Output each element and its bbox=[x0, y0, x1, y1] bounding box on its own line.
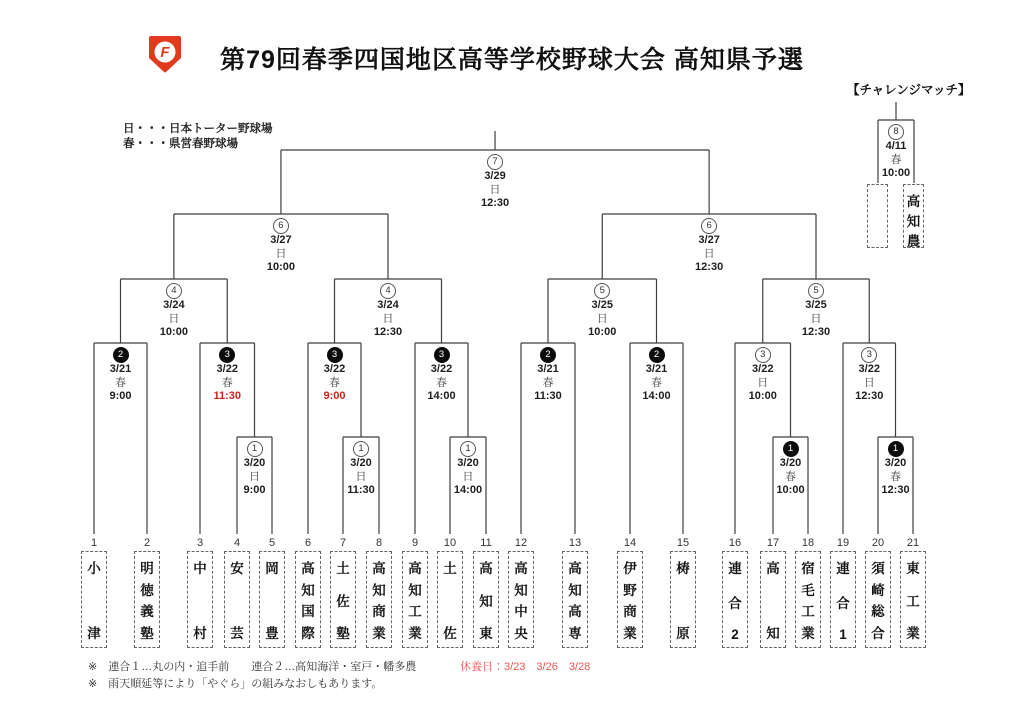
page-title: 第79回春季四国地区高等学校野球大会 高知県予選 bbox=[220, 46, 804, 74]
venue-legend-line1: 日・・・日本トーター野球場 bbox=[123, 123, 273, 135]
team-name-char: 合 bbox=[728, 596, 742, 611]
team-name-char: 原 bbox=[676, 626, 690, 641]
team-seed-20: 20 bbox=[871, 537, 885, 549]
team-seed-11: 11 bbox=[480, 537, 492, 549]
team-seed-19: 19 bbox=[836, 537, 850, 549]
match-venue: 日 bbox=[168, 312, 180, 325]
team-seed-16: 16 bbox=[728, 537, 742, 549]
team-box-16 bbox=[722, 551, 748, 648]
match-time: 9:00 bbox=[109, 390, 132, 402]
team-box-14 bbox=[617, 551, 643, 648]
match-venue: 春 bbox=[436, 376, 447, 389]
match-number-badge: 1 bbox=[247, 441, 263, 457]
match-label-m8 bbox=[303, 347, 367, 404]
match-number-badge: 3 bbox=[434, 347, 450, 363]
team-box-13 bbox=[562, 551, 588, 648]
match-time: 11:30 bbox=[347, 484, 375, 496]
team-seed-15: 15 bbox=[676, 537, 690, 549]
team-box-5 bbox=[259, 551, 285, 648]
team-name-char: 崎 bbox=[871, 582, 885, 598]
team-box-19 bbox=[830, 551, 856, 648]
team-name-char: 専 bbox=[568, 625, 582, 641]
team-name-char: 明 bbox=[140, 561, 154, 576]
match-date: 3/22 bbox=[858, 363, 880, 375]
team-box-challenge-2 bbox=[903, 184, 924, 248]
team-name-char: 高 bbox=[568, 561, 582, 576]
team-name-char: 合 bbox=[836, 596, 850, 611]
team-name-char: 知 bbox=[514, 582, 528, 598]
match-number-badge: 2 bbox=[540, 347, 556, 363]
venue-legend bbox=[123, 122, 273, 152]
match-number-badge: 5 bbox=[808, 283, 824, 299]
match-time: 12:30 bbox=[480, 197, 510, 209]
team-name-char: 塾 bbox=[140, 625, 154, 641]
team-name-char: 業 bbox=[408, 625, 422, 641]
match-time: 12:30 bbox=[881, 484, 910, 496]
match-date: 3/25 bbox=[591, 299, 613, 311]
team-name-char: 連 bbox=[728, 561, 742, 576]
team-name-char: 業 bbox=[623, 625, 637, 641]
team-name-char: 農 bbox=[906, 234, 921, 249]
venue-legend-line2: 春・・・県営春野球場 bbox=[123, 138, 238, 150]
team-name-char: 知 bbox=[906, 214, 921, 229]
team-seed-6: 6 bbox=[304, 537, 312, 549]
match-time: 12:30 bbox=[695, 261, 724, 273]
match-date: 4/11 bbox=[885, 140, 907, 152]
match-venue: 日 bbox=[275, 247, 287, 260]
match-venue: 日 bbox=[596, 312, 608, 325]
team-box-1 bbox=[81, 551, 107, 648]
match-number-badge: 8 bbox=[888, 124, 904, 140]
match-label-m11 bbox=[625, 347, 689, 404]
match-time: 14:00 bbox=[427, 390, 456, 402]
match-label-m6 bbox=[89, 347, 153, 404]
team-seed-9: 9 bbox=[411, 537, 419, 549]
match-venue: 日 bbox=[462, 470, 474, 483]
team-name-char: 業 bbox=[906, 626, 920, 641]
match-venue: 春 bbox=[329, 376, 340, 389]
team-box-12 bbox=[508, 551, 534, 648]
team-name-char: 高 bbox=[514, 561, 528, 576]
match-label-m15 bbox=[356, 283, 420, 340]
team-name-char: 知 bbox=[372, 582, 386, 598]
match-venue: 日 bbox=[382, 312, 394, 325]
team-name-char: 佐 bbox=[336, 593, 350, 609]
footnote-rain-postponement: ※ 雨天順延等により「やぐら」の組みなおしもあります。 bbox=[88, 678, 383, 690]
match-number-badge: 2 bbox=[649, 347, 665, 363]
team-name-char: 徳 bbox=[140, 582, 154, 598]
match-number-badge: 6 bbox=[701, 218, 717, 234]
match-label-m14 bbox=[142, 283, 206, 340]
match-venue: 春 bbox=[890, 470, 901, 483]
team-name-char: 合 bbox=[871, 625, 885, 641]
match-time: 9:00 bbox=[243, 484, 266, 496]
team-seed-17: 17 bbox=[766, 537, 780, 549]
team-name-char: 高 bbox=[766, 561, 780, 576]
team-seed-10: 10 bbox=[443, 537, 457, 549]
team-box-4 bbox=[224, 551, 250, 648]
team-seed-13: 13 bbox=[568, 537, 582, 549]
team-name-char: 毛 bbox=[801, 582, 815, 598]
team-seed-7: 7 bbox=[339, 537, 347, 549]
team-box-2 bbox=[134, 551, 160, 648]
match-label-m10 bbox=[516, 347, 580, 404]
match-label-m2 bbox=[329, 441, 393, 498]
team-name-char: 小 bbox=[87, 561, 101, 576]
match-venue: 日 bbox=[703, 247, 715, 260]
match-date: 3/20 bbox=[457, 457, 479, 469]
match-time: 12:30 bbox=[801, 326, 831, 338]
team-name-char: 野 bbox=[623, 582, 637, 598]
match-label-m12 bbox=[731, 347, 795, 404]
match-label-challenge bbox=[864, 124, 928, 181]
match-time: 14:00 bbox=[642, 390, 671, 402]
match-label-m1 bbox=[223, 441, 287, 498]
team-name-char: 商 bbox=[372, 604, 386, 620]
match-venue: 日 bbox=[489, 183, 501, 196]
match-time: 11:30 bbox=[534, 390, 562, 402]
team-name-char: 知 bbox=[301, 582, 315, 598]
match-date: 3/22 bbox=[216, 363, 238, 375]
team-seed-5: 5 bbox=[268, 537, 276, 549]
match-venue: 日 bbox=[863, 376, 875, 389]
match-time: 9:00 bbox=[323, 390, 346, 402]
match-venue: 日 bbox=[810, 312, 822, 325]
match-venue: 春 bbox=[890, 153, 902, 166]
match-date: 3/24 bbox=[377, 299, 399, 311]
match-venue: 日 bbox=[355, 470, 367, 483]
match-time: 12:30 bbox=[855, 390, 884, 402]
team-name-char: 工 bbox=[801, 604, 815, 620]
match-number-badge: 7 bbox=[487, 154, 503, 170]
match-date: 3/27 bbox=[698, 234, 720, 246]
match-label-m18 bbox=[249, 218, 313, 275]
match-date: 3/20 bbox=[350, 457, 372, 469]
team-box-7 bbox=[330, 551, 356, 648]
team-name-char: 際 bbox=[301, 625, 315, 641]
team-seed-1: 1 bbox=[90, 537, 98, 549]
team-name-char: 1 bbox=[839, 627, 847, 642]
match-date: 3/22 bbox=[323, 363, 346, 375]
team-name-char: 塾 bbox=[336, 626, 350, 641]
match-time: 10:00 bbox=[159, 326, 188, 338]
team-name-char: 土 bbox=[443, 561, 457, 576]
match-label-m9 bbox=[410, 347, 474, 404]
team-name-char: 高 bbox=[906, 194, 921, 209]
team-name-char: 津 bbox=[87, 626, 101, 641]
match-date: 3/29 bbox=[484, 170, 506, 182]
team-name-char: 知 bbox=[568, 582, 582, 598]
match-venue: 春 bbox=[542, 376, 554, 389]
team-name-char: 土 bbox=[336, 561, 350, 576]
team-box-challenge-1 bbox=[867, 184, 888, 248]
team-name-char: 中 bbox=[514, 604, 528, 620]
rest-days-note: 休養日：3/23 3/26 3/28 bbox=[460, 661, 591, 673]
match-venue: 春 bbox=[785, 470, 796, 483]
team-name-char: 知 bbox=[479, 593, 493, 609]
team-seed-21: 21 bbox=[906, 537, 920, 549]
match-date: 3/22 bbox=[430, 363, 453, 375]
team-name-char: 東 bbox=[479, 626, 493, 641]
match-number-badge: 4 bbox=[166, 283, 182, 299]
match-date: 3/21 bbox=[537, 363, 559, 375]
match-time: 14:00 bbox=[453, 484, 483, 496]
team-box-8 bbox=[366, 551, 392, 648]
match-label-m20 bbox=[463, 154, 527, 211]
match-label-m13 bbox=[837, 347, 901, 404]
team-name-char: 村 bbox=[193, 626, 207, 641]
challenge-match-heading: 【チャレンジマッチ】 bbox=[847, 83, 971, 97]
team-seed-3: 3 bbox=[196, 537, 204, 549]
match-label-m16 bbox=[570, 283, 634, 340]
team-name-char: 知 bbox=[766, 626, 780, 641]
team-name-char: 高 bbox=[372, 561, 386, 576]
match-label-m5 bbox=[864, 441, 928, 498]
match-number-badge: 1 bbox=[783, 441, 799, 457]
match-date: 3/25 bbox=[805, 299, 827, 311]
team-name-char: 須 bbox=[871, 561, 885, 576]
team-name-char: 知 bbox=[408, 582, 422, 598]
match-venue: 春 bbox=[115, 376, 126, 389]
match-time: 10:00 bbox=[881, 167, 911, 179]
team-name-char: 中 bbox=[193, 561, 207, 576]
match-number-badge: 6 bbox=[273, 218, 289, 234]
team-seed-2: 2 bbox=[143, 537, 151, 549]
match-time: 10:00 bbox=[776, 484, 805, 496]
team-seed-12: 12 bbox=[514, 537, 528, 549]
match-number-badge: 3 bbox=[327, 347, 343, 363]
team-box-18 bbox=[795, 551, 821, 648]
team-name-char: 高 bbox=[408, 561, 422, 576]
team-name-char: 国 bbox=[301, 604, 315, 620]
match-label-m3 bbox=[436, 441, 500, 498]
team-name-char: 総 bbox=[871, 604, 885, 620]
match-label-m19 bbox=[677, 218, 741, 275]
match-number-badge: 4 bbox=[380, 283, 396, 299]
match-venue: 日 bbox=[249, 470, 260, 483]
team-box-17 bbox=[760, 551, 786, 648]
team-name-char: 佐 bbox=[443, 626, 457, 641]
team-name-char: 安 bbox=[230, 561, 244, 576]
team-name-char: 連 bbox=[836, 561, 850, 576]
team-name-char: 岡 bbox=[265, 561, 279, 576]
match-time: 11:30 bbox=[213, 390, 242, 402]
team-box-11 bbox=[473, 551, 499, 648]
team-box-20 bbox=[865, 551, 891, 648]
match-number-badge: 2 bbox=[113, 347, 129, 363]
match-number-badge: 1 bbox=[353, 441, 369, 457]
team-box-15 bbox=[670, 551, 696, 648]
team-seed-8: 8 bbox=[375, 537, 383, 549]
team-seed-4: 4 bbox=[233, 537, 241, 549]
team-seed-18: 18 bbox=[801, 537, 815, 549]
team-name-char: 工 bbox=[906, 593, 920, 609]
match-number-badge: 3 bbox=[219, 347, 235, 363]
team-name-char: 2 bbox=[731, 627, 739, 642]
team-box-9 bbox=[402, 551, 428, 648]
match-number-badge: 1 bbox=[888, 441, 904, 457]
team-name-char: 高 bbox=[479, 561, 493, 576]
match-label-m7 bbox=[195, 347, 259, 404]
team-name-char: 央 bbox=[514, 625, 528, 641]
match-date: 3/20 bbox=[884, 457, 907, 469]
match-label-m17 bbox=[784, 283, 848, 340]
team-name-char: 宿 bbox=[801, 561, 815, 576]
team-box-6 bbox=[295, 551, 321, 648]
team-box-10 bbox=[437, 551, 463, 648]
match-number-badge: 3 bbox=[861, 347, 877, 363]
team-seed-14: 14 bbox=[623, 537, 637, 549]
match-date: 3/24 bbox=[163, 299, 185, 311]
team-name-char: 業 bbox=[372, 625, 386, 641]
match-time: 10:00 bbox=[748, 390, 777, 402]
match-number-badge: 1 bbox=[460, 441, 476, 457]
team-name-char: 伊 bbox=[623, 561, 637, 576]
match-label-m4 bbox=[759, 441, 823, 498]
match-time: 12:30 bbox=[373, 326, 403, 338]
svg-text:F: F bbox=[160, 44, 170, 61]
match-venue: 春 bbox=[221, 376, 233, 389]
team-name-char: 工 bbox=[408, 604, 422, 620]
match-date: 3/22 bbox=[752, 363, 774, 375]
team-name-char: 梼 bbox=[676, 561, 690, 576]
team-name-char: 高 bbox=[568, 604, 582, 620]
footnote-united-teams: ※ 連合１…丸の内・追手前 連合２…高知海洋・室戸・幡多農 bbox=[88, 661, 417, 673]
team-name-char: 東 bbox=[906, 561, 920, 576]
team-name-char: 芸 bbox=[230, 626, 244, 641]
match-time: 10:00 bbox=[588, 326, 617, 338]
match-number-badge: 5 bbox=[594, 283, 610, 299]
match-venue: 春 bbox=[651, 376, 662, 389]
match-date: 3/27 bbox=[270, 234, 292, 246]
match-venue: 日 bbox=[757, 376, 769, 389]
match-time: 10:00 bbox=[266, 261, 295, 273]
team-name-char: 高 bbox=[301, 561, 315, 576]
team-box-21 bbox=[900, 551, 926, 648]
match-date: 3/20 bbox=[779, 457, 802, 469]
team-name-char: 豊 bbox=[265, 626, 279, 641]
match-number-badge: 3 bbox=[755, 347, 771, 363]
team-name-char: 業 bbox=[801, 625, 815, 641]
team-box-3 bbox=[187, 551, 213, 648]
team-name-char: 商 bbox=[623, 604, 637, 620]
match-date: 3/20 bbox=[243, 457, 266, 469]
match-date: 3/21 bbox=[109, 363, 132, 375]
team-name-char: 義 bbox=[140, 604, 154, 620]
match-date: 3/21 bbox=[645, 363, 668, 375]
